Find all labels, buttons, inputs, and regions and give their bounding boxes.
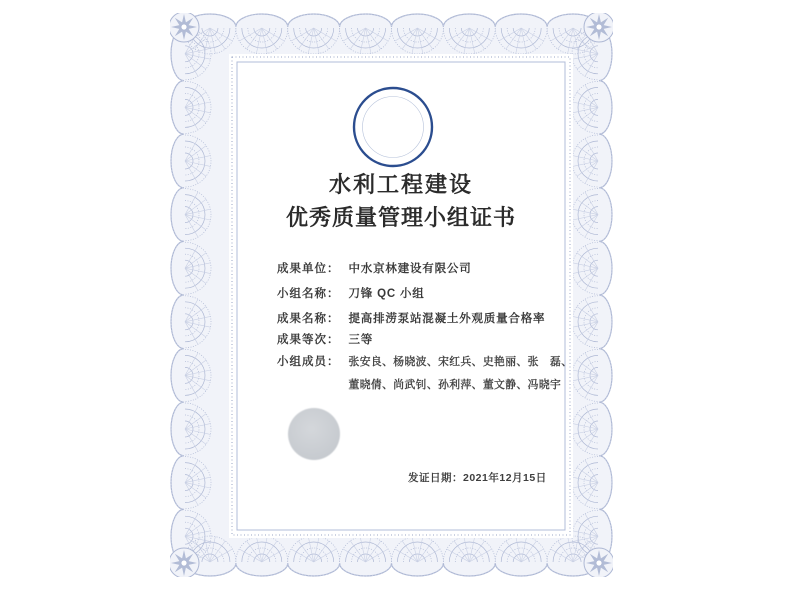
members-list bbox=[349, 355, 573, 401]
association-logo bbox=[351, 85, 435, 169]
members-line2: 董晓倩、尚武钊、孙利萍、董文静、冯晓宇 bbox=[348, 379, 562, 391]
field-result-grade bbox=[277, 333, 373, 347]
certificate-title-line2: 优秀质量管理小组证书 bbox=[285, 205, 516, 230]
association-emblem-icon bbox=[351, 85, 435, 169]
issue-date-label: 发证日期： bbox=[408, 472, 463, 484]
field-result-name-label: 成果名称： bbox=[277, 313, 340, 325]
members-line1: 张安良、杨晓波、宋红兵、史艳丽、张 磊、 bbox=[348, 356, 573, 368]
field-group-name-label: 小组名称： bbox=[277, 288, 340, 300]
field-group-members-label: 小组成员： bbox=[277, 356, 340, 368]
field-group-members bbox=[277, 355, 572, 401]
field-result-grade-label: 成果等次： bbox=[277, 334, 340, 346]
issue-date-value: 2021年12月15日 bbox=[463, 472, 547, 484]
certificate bbox=[170, 13, 613, 577]
field-result-grade-value: 三等 bbox=[348, 334, 374, 346]
field-result-name-value: 提高排涝泵站混凝土外观质量合格率 bbox=[348, 313, 546, 325]
field-result-name bbox=[277, 312, 545, 326]
certificate-title-line1: 水利工程建设 bbox=[328, 172, 473, 197]
field-result-unit-label: 成果单位： bbox=[277, 263, 340, 275]
field-result-unit bbox=[277, 262, 472, 276]
privacy-mask-circle bbox=[288, 408, 340, 460]
field-result-unit-value: 中水京林建设有限公司 bbox=[348, 263, 472, 275]
field-group-name bbox=[277, 287, 425, 301]
official-red-seal bbox=[437, 411, 547, 521]
field-group-name-value: 刀锋 QC 小组 bbox=[348, 288, 425, 300]
